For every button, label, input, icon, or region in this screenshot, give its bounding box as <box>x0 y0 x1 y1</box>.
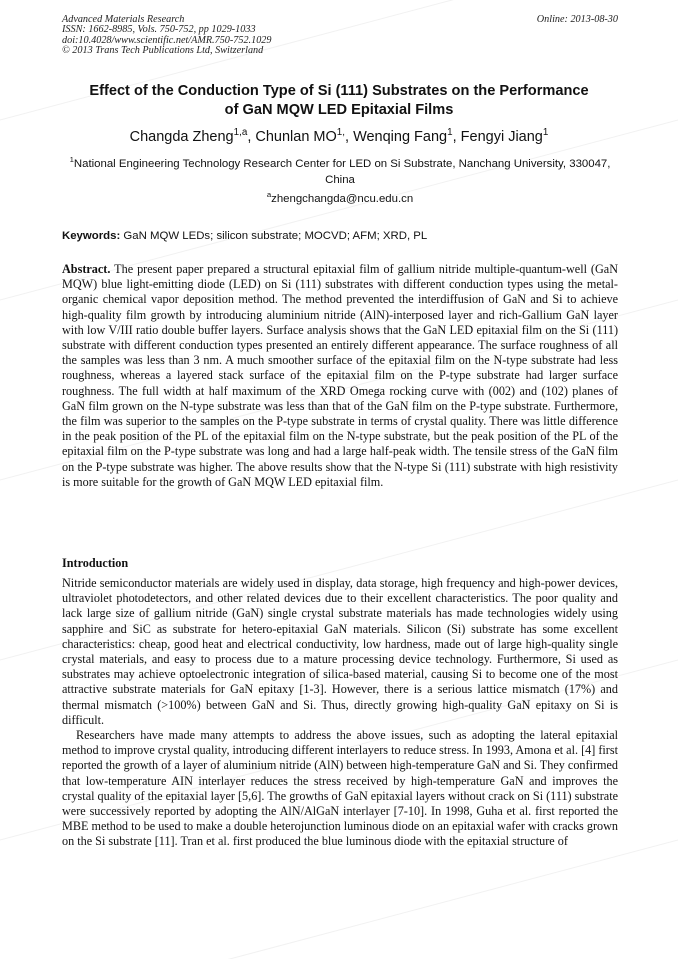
affiliation <box>62 156 618 188</box>
email-mark: a <box>266 190 272 200</box>
author-name: Changda Zheng <box>129 129 234 145</box>
author-affil-mark: 1 <box>447 127 453 139</box>
keywords-label: Keywords: <box>62 230 121 242</box>
author-separator: , <box>247 129 256 145</box>
title-line-1: Effect of the Conduction Type of Si (111) Substrates on the Performance <box>89 83 589 99</box>
keywords <box>62 230 618 242</box>
corresponding-email <box>62 190 618 205</box>
abstract <box>62 262 618 490</box>
keywords-text: GaN MQW LEDs; silicon substrate; MOCVD; AFM; XRD, PL <box>123 230 428 242</box>
abstract-text: The present paper prepared a structural epitaxial film of gallium nitride multiple-quantum-well (GaN MQW) blue light-emitting diode (LED) on Si (111) substrates with different conduction types using the metal-organic chemical vapor deposition method. The method prevented the interdiffusion of GaN and Si to achieve high-quality film growth by introducing aluminium nitride (AlN)-interposed layer and rich-Gallium GaN layer with low V/III ratio double buffer layers. Surface analysis shows that the GaN LED epitaxial film on the Si (111) substrate with different conduction types presented an entirely different appearance. The surface roughness of all the samples was less than 3 nm. A much smoother surface of the epitaxial film on the N-type substrate had less roughness, whereas a layered stack surface of the epitaxial film on the P-type substrate had larger surface roughness. The full width at half maximum of the XRD Omega rocking curve with (002) and (102) planes of GaN film grown on the N-type substrate was less than that of the GaN film on the P-type substrate. Furthermore, the film was superior to the samples on the P-type substrate in terms of crystal quality. There was little difference in the peak position of the PL of the epitaxial film on the N-type substrate, but the peak position of the PL of the epitaxial film on the P-type substrate was long and had a large half-peak width. The tensile stress of the GaN film on the P-type substrate was higher. The above results show that the N-type Si (111) substrate with high resistivity is more suitable for the growth of GaN MQW LED epitaxial film. <box>62 262 619 489</box>
journal-name: Advanced Materials Research <box>62 14 185 25</box>
intro-paragraph-1: Nitride semiconductor materials are widely used in display, data storage, high frequency and high-power devices, ultraviolet photodetectors, and other related devices due to their excellent characteristics. The poor quality and lack large size of gallium nitride (GaN) single crystal substrate materials has made technologies widely using sapphire and SiC as substrate for hetero-epitaxial GaN materials. Silicon (Si) substrate has some excellent characteristics: cheap, good heat and electrical conductivity, low hardness, made out of large high-quality single crystal materials, and easy to process due to a mature processing device technology. Furthermore, Si used as substrates may achieve optoelectronic integration of silica-based material, causing Si to become one of the most attractive substrate materials for GaN epitaxy [1-3]. However, there is a serious lattice mismatch (17%) and thermal mismatch (>100%) between GaN and Si. Thus, directly growing high-quality GaN epitaxy on Si is difficult. <box>62 576 618 727</box>
author-separator: , <box>345 129 354 145</box>
intro-paragraph-2: Researchers have made many attempts to address the above issues, such as adopting the lateral epitaxial method to improve crystal quality, introducing different interlayers to reduce stress. In 1993, Amona et al. [4] first reported the growth of a layer of aluminium nitride (AlN) between high-temperature GaN and Si. They confirmed that low-temperature AIN interlayer reduces the stress received by high-temperature GaN and improves the crystal quality of the epitaxial layer [5,6]. The growths of GaN epitaxial layers without crack on Si (111) substrate were successively reported by adopting the AlN/AlGaN interlayer [7-10]. In 1998, Guha et al. first reported the MBE method to be used to make a double heterojunction luminous diode on an epitaxial wafer with cracks grown on the Si substrate [11]. Tran et al. first produced the blue luminous diode with the epitaxial structure of <box>62 728 618 849</box>
author-separator: , <box>452 129 461 145</box>
email-text: zhengchangda@ncu.edu.cn <box>271 193 414 205</box>
author-name: Wenqing Fang <box>353 129 448 145</box>
journal-header <box>62 15 618 57</box>
author-affil-mark: 1, <box>336 127 345 139</box>
author-name: Fengyi Jiang <box>460 129 543 145</box>
author-list <box>40 128 638 146</box>
introduction-body <box>62 576 618 850</box>
abstract-label: Abstract. <box>62 262 111 276</box>
affiliation-mark: 1 <box>69 155 74 165</box>
online-date: Online: 2013-08-30 <box>536 14 618 25</box>
author-name: Chunlan MO <box>255 129 337 145</box>
doi-line: doi:10.4028/www.scientific.net/AMR.750-752.1029 <box>62 34 272 46</box>
affiliation-text: National Engineering Technology Research Center for LED on Si Substrate, Nanchang University, 330047, China <box>73 158 611 186</box>
section-heading-introduction: Introduction <box>62 556 129 570</box>
paper-title <box>40 82 638 120</box>
author-affil-mark: 1 <box>542 127 549 139</box>
copyright-line: © 2013 Trans Tech Publications Ltd, Switzerland <box>62 45 264 57</box>
author-affil-mark: 1,a <box>233 127 248 139</box>
issn-line: ISSN: 1662-8985, Vols. 750-752, pp 1029-1033 <box>62 24 256 36</box>
title-line-2: of GaN MQW LED Epitaxial Films <box>224 102 454 118</box>
